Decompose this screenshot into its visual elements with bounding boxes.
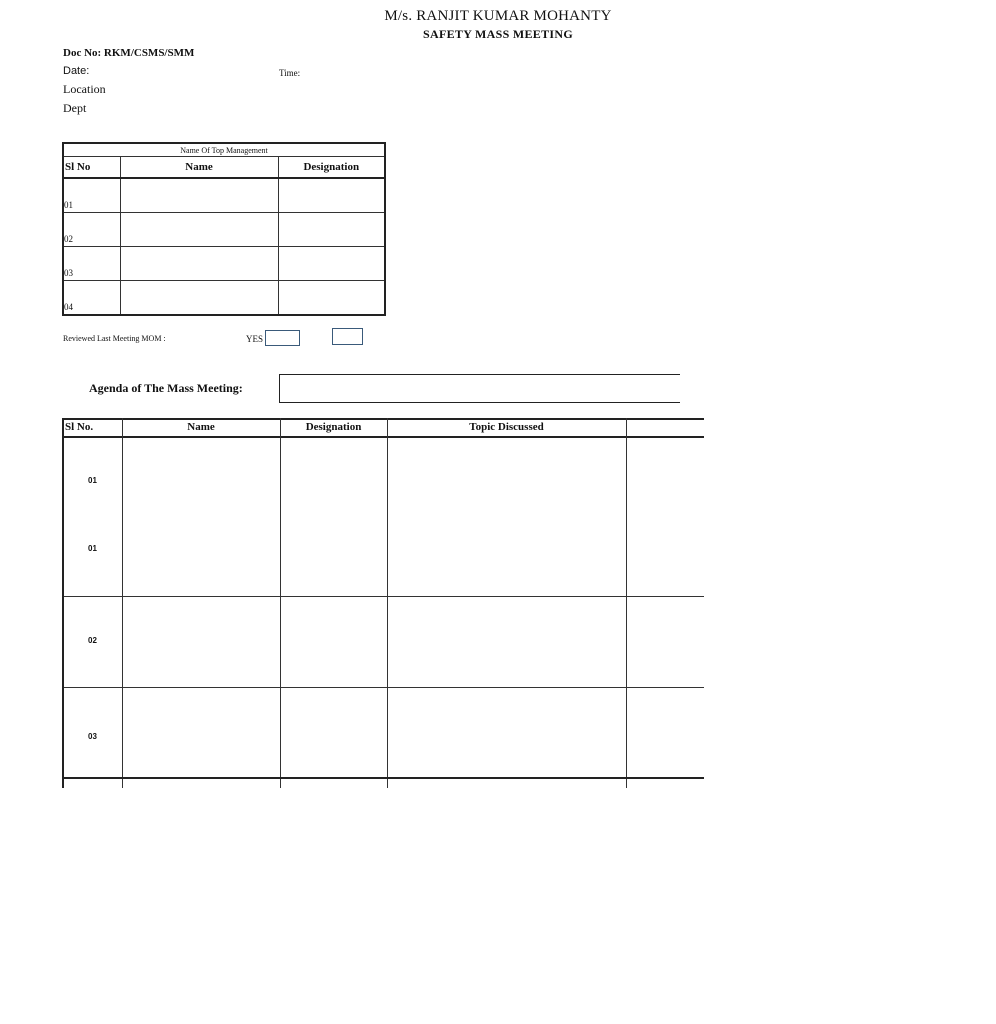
yes-label: YES (246, 334, 264, 344)
row-number: 01 (88, 476, 97, 485)
date-label: Date: (63, 65, 90, 77)
col-sl-no: Sl No. (65, 421, 94, 433)
meeting-table-upper (0, 418, 671, 483)
location-label: Location (63, 82, 106, 96)
document-title: SAFETY MASS MEETING (423, 27, 573, 41)
row-number: 02 (63, 213, 120, 247)
row-number: 03 (88, 732, 97, 741)
row-number: 01 (88, 544, 97, 553)
yes-checkbox[interactable] (265, 330, 300, 346)
agenda-field[interactable] (279, 374, 680, 403)
company-name: M/s. RANJIT KUMAR MOHANTY (384, 8, 612, 24)
table-row (63, 281, 385, 316)
col-sl-no: Sl No (63, 157, 120, 179)
designation-cell[interactable] (278, 178, 385, 213)
meeting-table-lower (0, 544, 671, 794)
agenda-label: Agenda of The Mass Meeting: (89, 381, 243, 395)
dept-label: Dept (63, 101, 87, 115)
table-row (63, 178, 385, 213)
name-cell[interactable] (120, 178, 278, 213)
row-number: 01 (63, 178, 120, 213)
col-name: Name (187, 421, 215, 433)
row-number: 02 (88, 636, 97, 645)
time-label: Time: (279, 68, 301, 78)
designation-cell[interactable] (278, 213, 385, 247)
designation-cell[interactable] (278, 247, 385, 281)
row-number: 03 (63, 247, 120, 281)
col-topic-discussed: Topic Discussed (469, 421, 544, 433)
col-designation: Designation (305, 421, 362, 433)
name-cell[interactable] (120, 247, 278, 281)
table-row (63, 213, 385, 247)
name-cell[interactable] (120, 281, 278, 316)
no-checkbox[interactable] (332, 328, 363, 345)
col-name: Name (120, 157, 278, 179)
management-caption: Name Of Top Management (63, 143, 385, 157)
table-row (63, 247, 385, 281)
name-cell[interactable] (120, 213, 278, 247)
row-number: 04 (63, 281, 120, 316)
top-management-table (62, 142, 386, 316)
col-designation: Designation (278, 157, 385, 179)
doc-number: Doc No: RKM/CSMS/SMM (63, 47, 195, 59)
review-label: Reviewed Last Meeting MOM : (63, 334, 166, 343)
meeting-table-grid (62, 538, 704, 788)
designation-cell[interactable] (278, 281, 385, 316)
